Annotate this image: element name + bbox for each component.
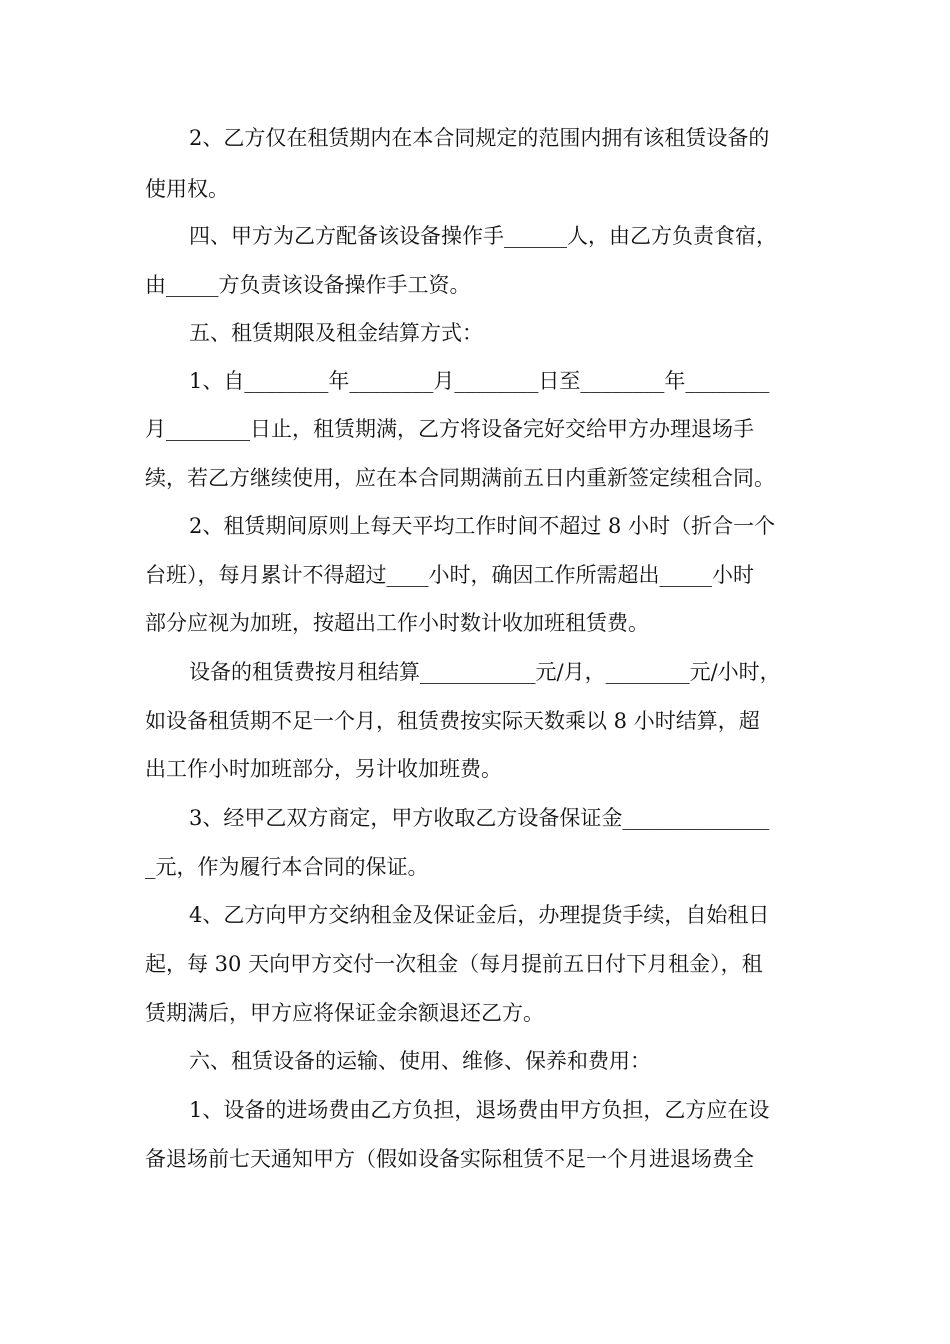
text-line: 2、乙方仅在租赁期内在本合同规定的范围内拥有该租赁设备的 — [189, 126, 770, 150]
text-line: 使用权。 — [145, 177, 229, 201]
text-line: 续，若乙方继续使用，应在本合同期满前五日内重新签定续租合同。 — [145, 466, 775, 490]
text-line: 1、自________年________月________日至________年________ — [189, 369, 770, 393]
text-line: 4、乙方向甲方交纳租金及保证金后，办理提货手续，自始租日 — [189, 903, 770, 927]
text-line: 3、经甲乙双方商定，甲方收取乙方设备保证金______________ — [189, 806, 770, 830]
text-line: 五、租赁期限及租金结算方式： — [189, 321, 483, 345]
text-line: 四、甲方为乙方配备该设备操作手______人，由乙方负责食宿， — [189, 224, 777, 248]
text-line: 1、设备的进场费由乙方负担，退场费由甲方负担，乙方应在设 — [189, 1098, 770, 1122]
text-line: 如设备租赁期不足一个月，租赁费按实际天数乘以 8 小时结算，超 — [145, 709, 760, 733]
text-line: 部分应视为加班，按超出工作小时数计收加班租赁费。 — [145, 611, 649, 635]
text-line: 备退场前七天通知甲方（假如设备实际租赁不足一个月进退场费全 — [145, 1147, 754, 1171]
text-line: 月________日止，租赁期满，乙方将设备完好交给甲方办理退场手 — [145, 417, 754, 441]
text-line: 起，每 30 天向甲方交付一次租金（每月提前五日付下月租金），租 — [145, 952, 763, 976]
text-line: _元，作为履行本合同的保证。 — [145, 855, 429, 879]
text-line: 出工作小时加班部分，另计收加班费。 — [145, 757, 502, 781]
text-line: 赁期满后，甲方应将保证金余额退还乙方。 — [145, 1001, 544, 1025]
text-line: 2、租赁期间原则上每天平均工作时间不超过 8 小时（折合一个 — [189, 514, 776, 538]
text-line: 设备的租赁费按月租结算___________元/月，________元/小时， — [189, 660, 781, 684]
text-line: 六、租赁设备的运输、使用、维修、保养和费用： — [189, 1049, 651, 1073]
text-line: 由_____方负责该设备操作手工资。 — [145, 273, 471, 297]
text-line: 台班），每月累计不得超过____小时，确因工作所需超出_____小时 — [145, 563, 754, 587]
